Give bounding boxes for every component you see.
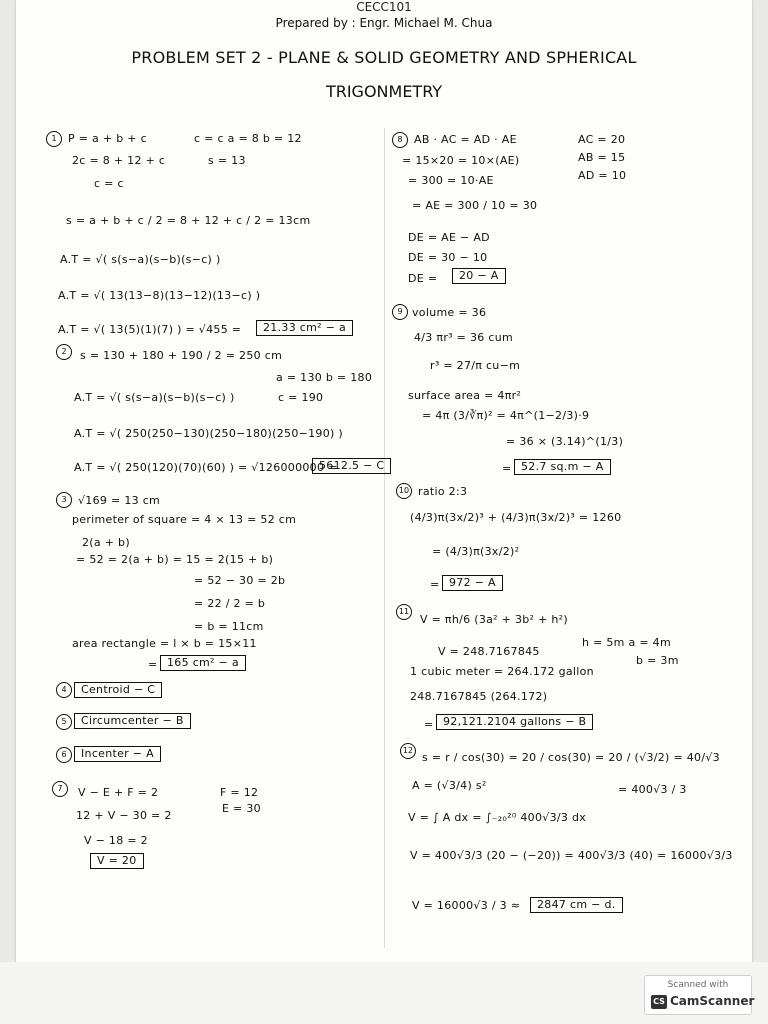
p2-given2: c = 190: [278, 391, 324, 404]
camscanner-logo-icon: CS: [651, 995, 667, 1009]
p3-line1: √169 = 13 cm: [78, 494, 161, 507]
p9-line6: = 36 × (3.14)^(1/3): [506, 435, 624, 448]
page-title-line2: TRIGONMETRY: [325, 82, 443, 101]
problem-number-2: 2: [56, 344, 72, 360]
p8-line1: AB · AC = AD · AE: [414, 133, 517, 146]
p8-given2: AB = 15: [578, 151, 626, 164]
p1-area2: A.T = √( 13(13−8)(13−12)(13−c) ): [58, 289, 261, 302]
p12-line2: A = (√3/4) s²: [412, 779, 487, 792]
p1-answer: 21.33 cm² − a: [256, 320, 353, 336]
course-code: CECC101: [356, 0, 412, 14]
p3-answer: 165 cm² − a: [160, 655, 246, 671]
p7-e: E = 30: [222, 802, 261, 815]
p2-area2: A.T = √( 250(250−130)(250−180)(250−190) ): [74, 427, 344, 440]
p12-line4: V = 400√3/3 (20 − (−20)) = 400√3/3 (40) = 16000√3/3: [410, 849, 733, 862]
p8-line5: DE = AE − AD: [408, 231, 490, 244]
p12-line5: V = 16000√3 / 3 ≈: [412, 899, 521, 912]
p11-given2: b = 3m: [636, 654, 679, 667]
page-title: PROBLEM SET 2 - PLANE & SOLID GEOMETRY AND SPHERICAL: [131, 48, 637, 67]
p7-line1: V − E + F = 2: [78, 786, 159, 799]
p12-answer: 2847 cm − d.: [530, 897, 623, 913]
column-divider: [384, 128, 385, 948]
p5-answer: Circumcenter − B: [74, 713, 191, 729]
p10-line1: ratio 2:3: [418, 485, 468, 498]
p2-answer: 5612.5 − C: [312, 458, 391, 474]
p2-area3: A.T = √( 250(120)(70)(60) ) = √126000000 =: [74, 461, 338, 474]
p2-s: s = 130 + 180 + 190 / 2 = 250 cm: [80, 349, 283, 362]
p8-answer: 20 − A: [452, 268, 506, 284]
p10-line2: (4/3)π(3x/2)³ + (4/3)π(3x/2)³ = 1260: [410, 511, 622, 524]
p3-line8: area rectangle = l × b = 15×11: [72, 637, 257, 650]
problem-number-7: 7: [52, 781, 68, 797]
p8-line2: = 15×20 = 10×(AE): [402, 154, 520, 167]
p8-line7: DE =: [408, 272, 438, 285]
camscanner-name: CamScanner: [670, 994, 755, 1008]
p1-given: c = c a = 8 b = 12: [194, 132, 302, 145]
p8-given3: AD = 10: [578, 169, 627, 182]
p8-line6: DE = 30 − 10: [408, 251, 488, 264]
p7-f: F = 12: [220, 786, 259, 799]
p8-line3: = 300 = 10·AE: [408, 174, 494, 187]
p11-given1: h = 5m a = 4m: [582, 636, 671, 649]
scanned-with-label: Scanned with: [667, 980, 729, 990]
p9-line5: = 4π (3/∛π)² = 4π^(1−2/3)·9: [422, 409, 590, 422]
p11-line1: V = πh/6 (3a² + 3b² + h²): [420, 613, 568, 626]
p7-line2: 12 + V − 30 = 2: [76, 809, 172, 822]
p11-answer: 92,121.2104 gallons − B: [436, 714, 593, 730]
p1-line2: 2c = 8 + 12 + c: [72, 154, 166, 167]
p10-answer: 972 − A: [442, 575, 503, 591]
problem-number-12: 12: [400, 743, 416, 759]
problem-number-6: 6: [56, 747, 72, 763]
p9-line4: surface area = 4πr²: [408, 389, 522, 402]
camscanner-badge: [644, 975, 755, 1015]
problem-number-9: 9: [392, 304, 408, 320]
p3-line2: perimeter of square = 4 × 13 = 52 cm: [72, 513, 297, 526]
p11-line3: 1 cubic meter = 264.172 gallon: [410, 665, 594, 678]
p3-line3: 2(a + b): [82, 536, 130, 549]
problem-number-10: 10: [396, 483, 412, 499]
p4-answer: Centroid − C: [74, 682, 162, 698]
problem-number-11: 11: [396, 604, 412, 620]
problem-number-8: 8: [392, 132, 408, 148]
p1-s-formula: s = a + b + c / 2 = 8 + 12 + c / 2 = 13cm: [66, 214, 311, 227]
p12-line3: V = ∫ A dx = ∫₋₂₀²⁰ 400√3/3 dx: [408, 811, 587, 824]
p8-line4: = AE = 300 / 10 = 30: [412, 199, 538, 212]
p3-line5: = 52 − 30 = 2b: [194, 574, 286, 587]
p10-line3: = (4/3)π(3x/2)²: [432, 545, 520, 558]
p9-answer: 52.7 sq.m − A: [514, 459, 611, 475]
problem-number-3: 3: [56, 492, 72, 508]
p9-line1: volume = 36: [412, 306, 487, 319]
p3-line7: = b = 11cm: [194, 620, 264, 633]
p1-line3: c = c: [94, 177, 124, 190]
p12-line2b: = 400√3 / 3: [618, 783, 687, 796]
prepared-by: Prepared by : Engr. Michael M. Chua: [275, 16, 493, 30]
p11-line2: V = 248.7167845: [438, 645, 540, 658]
p3-line6: = 22 / 2 = b: [194, 597, 266, 610]
p1-area1: A.T = √( s(s−a)(s−b)(s−c) ): [60, 253, 221, 266]
p12-line1: s = r / cos(30) = 20 / cos(30) = 20 / (√3/2) = 40/√3: [422, 751, 720, 764]
p6-answer: Incenter − A: [74, 746, 161, 762]
p9-line2: 4/3 πr³ = 36 cum: [414, 331, 513, 344]
problem-number-4: 4: [56, 682, 72, 698]
p1-s: s = 13: [208, 154, 246, 167]
p11-line4: 248.7167845 (264.172): [410, 690, 548, 703]
p2-area1: A.T = √( s(s−a)(s−b)(s−c) ): [74, 391, 235, 404]
p9-line3: r³ = 27/π cu−m: [430, 359, 521, 372]
p8-given1: AC = 20: [578, 133, 626, 146]
p7-answer: V = 20: [90, 853, 144, 869]
p2-given1: a = 130 b = 180: [276, 371, 373, 384]
p3-line4: = 52 = 2(a + b) = 15 = 2(15 + b): [76, 553, 274, 566]
p7-line3: V − 18 = 2: [84, 834, 148, 847]
p1-area3: A.T = √( 13(5)(1)(7) ) = √455 =: [58, 323, 242, 336]
p1-line1: P = a + b + c: [68, 132, 147, 145]
problem-number-5: 5: [56, 714, 72, 730]
problem-number-1: 1: [46, 131, 62, 147]
